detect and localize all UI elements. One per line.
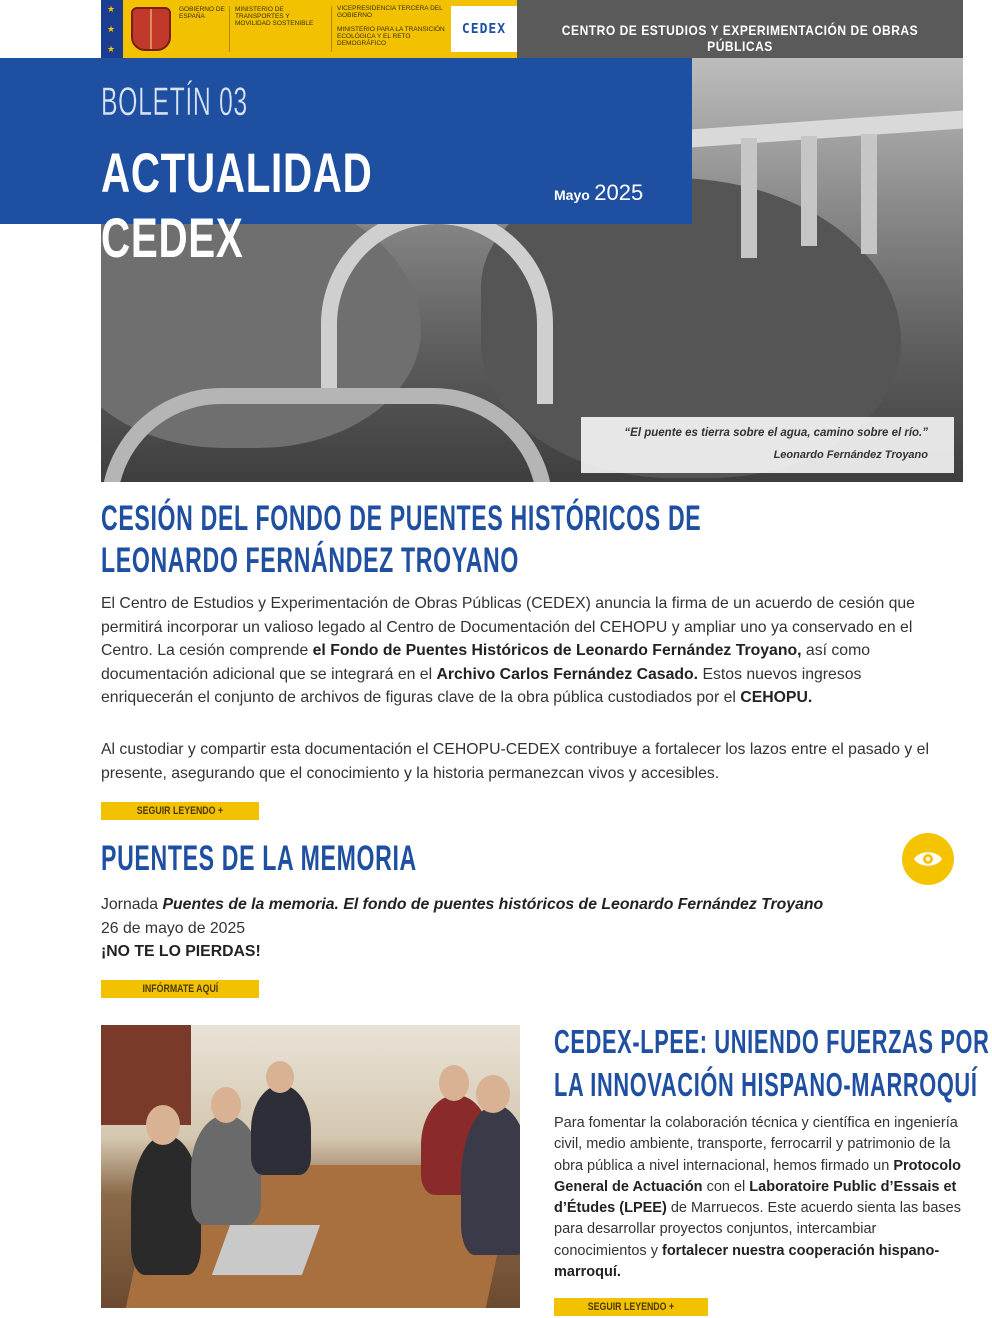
event-cta-text: ¡NO TE LO PIERDAS!: [101, 943, 261, 960]
quote-text: “El puente es tierra sobre el agua, camino sobre el río.”: [624, 427, 928, 439]
person-shape: [251, 1085, 311, 1175]
text-run: así como documentación adicional que se integrará en el: [101, 642, 871, 683]
quote-author: Leonardo Fernández Troyano: [773, 449, 928, 461]
article1-title: [101, 498, 701, 582]
meeting-photo: [101, 1025, 520, 1308]
gobierno-label: GOBIERNO DE ESPAÑA: [179, 6, 225, 20]
bridge-pier: [801, 136, 817, 246]
text-run: Jornada: [101, 896, 163, 913]
article3-paragraph: [554, 1113, 966, 1283]
event-name: Puentes de la memoria. El fondo de puentes históricos de Leonardo Fernández Troyano: [162, 896, 824, 913]
stone-arch: [101, 388, 553, 482]
button-label: INFÓRMATE AQUÍ: [142, 983, 218, 995]
eye-svg: [913, 849, 943, 869]
article2-body: [101, 893, 901, 964]
organization-name: CENTRO DE ESTUDIOS Y EXPERIMENTACIÓN DE OBRAS PÚBLICAS: [561, 22, 919, 54]
head-shape: [476, 1075, 510, 1113]
button-label: SEGUIR LEYENDO +: [587, 1301, 675, 1313]
bridge-pier: [861, 134, 877, 254]
button-label: SEGUIR LEYENDO +: [136, 805, 224, 817]
bold-run: Protocolo General de Actuación: [554, 1157, 962, 1195]
article1-paragraph2: Al custodiar y compartir esta documentación el CEHOPU-CEDEX contribuye a fortalecer los lazos entre el pasado y el presente, asegurando que el conocimiento y la historia permanezcan vivos y accesibles.: [101, 741, 929, 782]
bold-run: CEHOPU.: [740, 689, 813, 706]
bold-run: Archivo Carlos Fernández Casado.: [436, 665, 699, 683]
article3-title-line1: CEDEX-LPEE: UNIENDO FUERZAS POR: [554, 1023, 990, 1060]
text-run: de Marruecos. Este acuerdo sienta las bases para desarrollar proyectos conjuntos, intercambiar conocimientos y: [554, 1200, 961, 1259]
issue-date: [554, 180, 643, 206]
cedex-logo[interactable]: CEDEX: [451, 6, 517, 52]
article3-title-line2: LA INNOVACIÓN HISPANO-MARROQUÍ: [554, 1066, 978, 1103]
text-run: con el: [702, 1178, 750, 1195]
info-here-button[interactable]: [101, 980, 259, 998]
head-shape: [146, 1105, 180, 1145]
title-banner: [0, 58, 692, 269]
vicepresidencia-label: VICEPRESIDENCIA TERCERA DEL GOBIERNO: [337, 5, 443, 19]
text-run: El Centro de Estudios y Experimentación de Obras Públicas (CEDEX) anuncia la firma de un acuerdo de cesión que permitirá incorporar un valioso legado al Centro de Documentación del CEHOPU y ampliar uno ya conservado en el Centro. La cesión comprende: [101, 595, 915, 659]
bold-run: fortalecer nuestra cooperación hispano-marroquí.: [554, 1242, 940, 1281]
head-shape: [266, 1061, 294, 1093]
ministerio-transicion-label: MINISTERIO PARA LA TRANSICIÓN ECOLÓGICA Y EL RETO DEMOGRÁFICO: [337, 26, 445, 47]
article3-read-more-button[interactable]: [554, 1298, 708, 1316]
head-shape: [439, 1065, 469, 1101]
logo-divider: [331, 6, 332, 52]
ministerio-label: MINISTERIO DE TRANSPORTES Y MOVILIDAD SOSTENIBLE: [235, 6, 314, 27]
bold-run: Laboratoire Public d’Essais et d’Études (LPEE): [554, 1178, 957, 1217]
article1-read-more-button[interactable]: [101, 802, 259, 820]
text-run: Para fomentar la colaboración técnica y científica en ingeniería civil, medio ambiente, transporte, ferrocarril y patrimonio de la obra pública a nivel internacional, hemos firmado un: [554, 1115, 958, 1174]
bridge-pier: [741, 138, 757, 258]
issue-year: 2025: [594, 180, 644, 205]
newsletter-title: ACTUALIDAD CEDEX: [101, 141, 373, 269]
bold-run: el Fondo de Puentes Históricos de Leonardo Fernández Troyano,: [312, 642, 802, 659]
person-shape: [461, 1105, 520, 1255]
issue-number: BOLETÍN 03: [101, 80, 248, 124]
article2-title: PUENTES DE LA MEMORIA: [101, 839, 417, 878]
coat-of-arms-icon: [131, 7, 171, 51]
head-shape: [211, 1087, 241, 1123]
issue-month: Mayo: [554, 187, 590, 203]
logo-divider: [229, 6, 230, 52]
event-line: [101, 893, 901, 917]
quote-box: [581, 417, 954, 473]
article1-title-line2: LEONARDO FERNÁNDEZ TROYANO: [101, 541, 520, 580]
article1-paragraph1: [101, 592, 957, 710]
article3-title: [554, 1020, 990, 1106]
eye-icon[interactable]: [902, 833, 954, 885]
text-run: Estos nuevos ingresos enriquecerán el conjunto de archivos de figuras clave de la obra pública custodiados por el: [101, 665, 862, 706]
event-date: 26 de mayo de 2025: [101, 919, 246, 937]
article1-title-line1: CESIÓN DEL FONDO DE PUENTES HISTÓRICOS DE: [101, 499, 702, 538]
window-shape: [101, 1025, 191, 1125]
eu-flag-icon: ★ ★ ★: [101, 0, 123, 58]
laptop-shape: [212, 1225, 320, 1275]
